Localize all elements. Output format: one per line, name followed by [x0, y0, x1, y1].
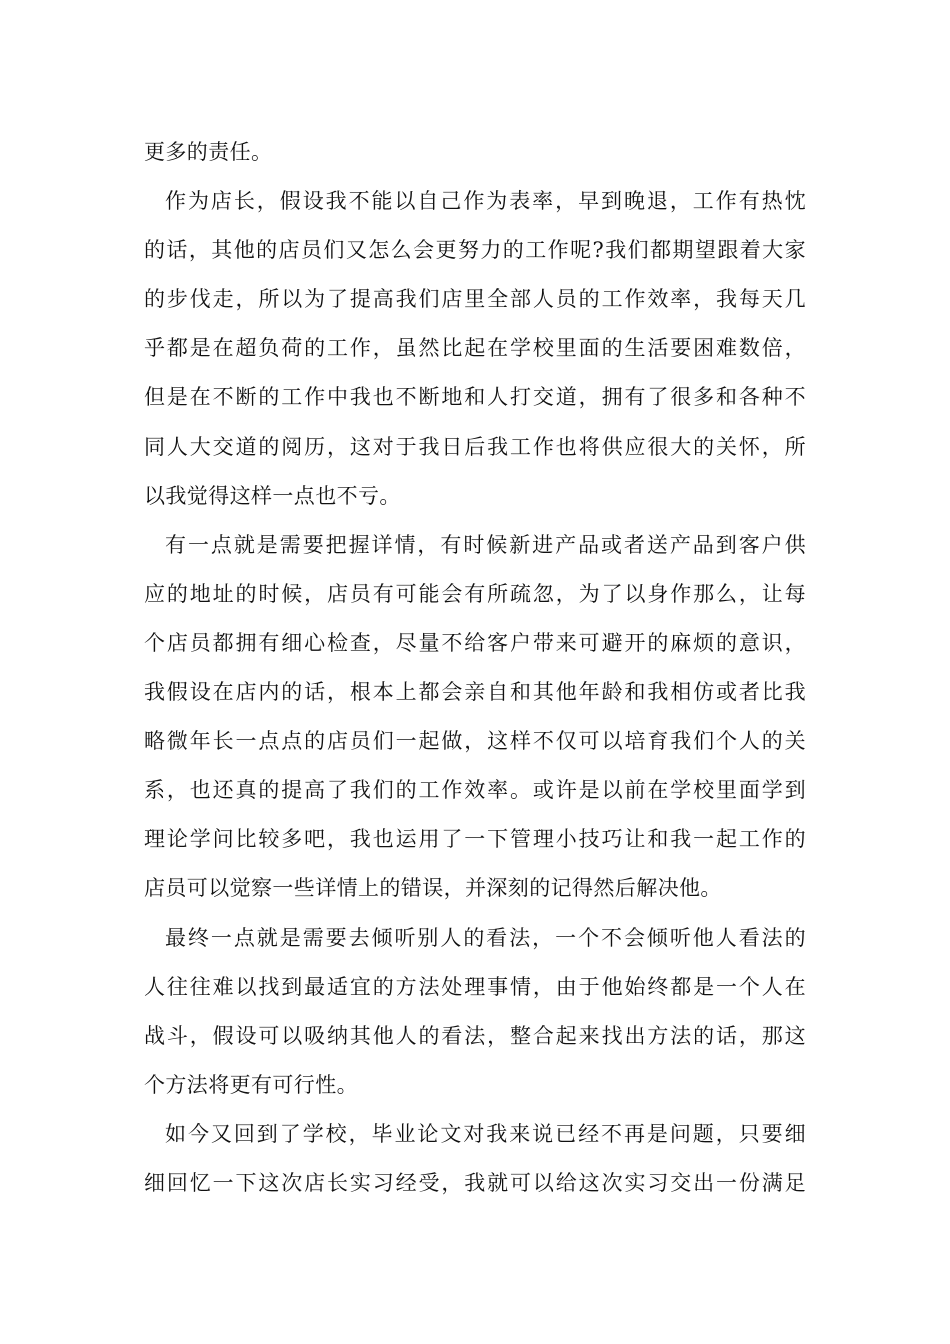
- text-line: 系，也还真的提高了我们的工作效率。或许是以前在学校里面学到: [144, 778, 806, 803]
- text-line: 理论学问比较多吧，我也运用了一下管理小技巧让和我一起工作的: [144, 827, 806, 852]
- text-line: 乎都是在超负荷的工作，虽然比起在学校里面的生活要困难数倍，: [144, 336, 806, 361]
- text-line: 同人大交道的阅历，这对于我日后我工作也将供应很大的关怀，所: [144, 434, 806, 459]
- text-line: 我假设在店内的话，根本上都会亲自和其他年龄和我相仿或者比我: [144, 680, 806, 705]
- text-line: 个方法将更有可行性。: [144, 1072, 358, 1097]
- text-line: 细回忆一下这次店长实习经受，我就可以给这次实习交出一份满足: [144, 1170, 806, 1195]
- text-line: 更多的责任。: [144, 140, 273, 164]
- text-line: 的步伐走，所以为了提高我们店里全部人员的工作效率，我每天几: [144, 287, 806, 312]
- text-line: 有一点就是需要把握详情，有时候新进产品或者送产品到客户供: [165, 532, 806, 557]
- text-line: 以我觉得这样一点也不亏。: [144, 483, 401, 508]
- text-line: 应的地址的时候，店员有可能会有所疏忽，为了以身作那么，让每: [144, 581, 806, 606]
- text-line: 如今又回到了学校，毕业论文对我来说已经不再是问题，只要细: [165, 1121, 806, 1146]
- text-line: 作为店长，假设我不能以自己作为表率，早到晚退，工作有热忱: [165, 189, 806, 214]
- text-line: 的话，其他的店员们又怎么会更努力的工作呢?我们都期望跟着大家: [144, 238, 806, 263]
- text-line: 但是在不断的工作中我也不断地和人打交道，拥有了很多和各种不: [144, 385, 806, 410]
- text-line: 略微年长一点点的店员们一起做，这样不仅可以培育我们个人的关: [144, 729, 806, 754]
- text-line: 战斗，假设可以吸纳其他人的看法，整合起来找出方法的话，那这: [144, 1023, 806, 1048]
- body-text: [144, 128, 806, 1208]
- text-line: 个店员都拥有细心检查，尽量不给客户带来可避开的麻烦的意识，: [144, 630, 806, 655]
- text-line: 店员可以觉察一些详情上的错误，并深刻的记得然后解决他。: [144, 876, 722, 901]
- text-line: 人往往难以找到最适宜的方法处理事情，由于他始终都是一个人在: [144, 974, 806, 999]
- text-line: 最终一点就是需要去倾听别人的看法，一个不会倾听他人看法的: [165, 925, 806, 950]
